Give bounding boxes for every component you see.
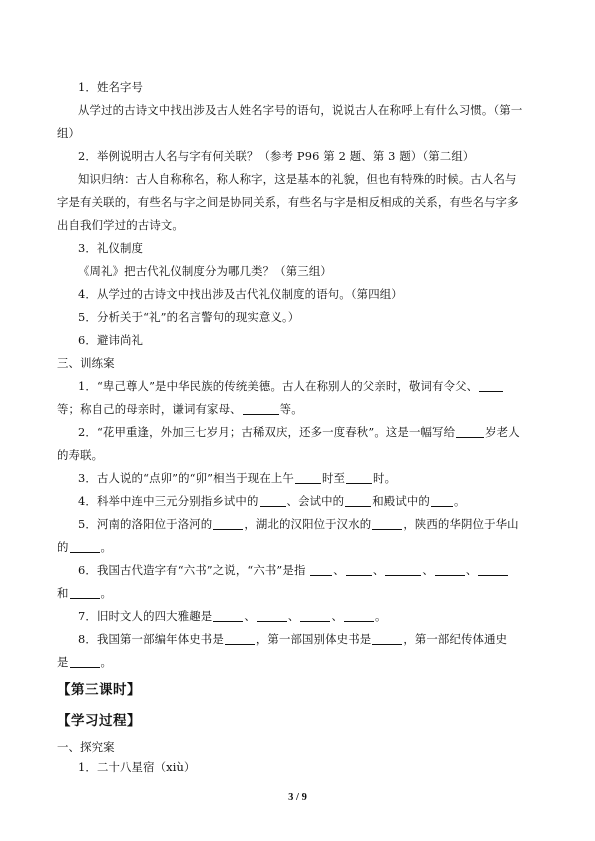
knowledge-summary: 知识归纳：古人自称称名，称人称字，这是基本的礼貌，但也有特殊的时候。古人名与 [78, 172, 517, 186]
text-line: 4．从学过的古诗文中找出涉及古代礼仪制度的语句。（第四组） [78, 287, 403, 301]
answer-blank [225, 633, 255, 645]
answer-blank [385, 564, 421, 576]
question-text: 4．科举中连中三元分别指乡试中的 [78, 494, 259, 508]
question-text: 。 [100, 655, 113, 669]
question-text: 。 [375, 609, 387, 623]
question-2-cont: 的寿联。 [57, 448, 104, 462]
item-lunar-mansions: 1．二十八星宿（xiù） [78, 760, 196, 774]
answer-blank [435, 564, 465, 576]
answer-blank [70, 541, 100, 553]
question-3 [78, 471, 396, 485]
question-text: 是 [57, 655, 69, 669]
question-5 [78, 517, 519, 531]
question-8-cont [57, 655, 112, 669]
question-text: 2．“花甲重逢，外加三七岁月；古稀双庆，还多一度春秋”。这是一幅写给 [78, 425, 456, 439]
question-text: 1．“卑己尊人”是中华民族的传统美德。古人在称别人的父亲时，敬词有令父、 [78, 379, 479, 393]
text-line: 2．举例说明古人名与字有何关联？（参考 P96 第 2 题、第 3 题）（第二组） [78, 149, 475, 163]
question-5-cont [57, 540, 112, 554]
separator: 、 [465, 563, 478, 577]
question-text: 3．古人说的“点卯”的“卯”相当于现在上午 [78, 471, 294, 485]
question-text: 5．河南的洛阳位于洛河的 [78, 517, 213, 531]
text-line: 字是有关联的，有些名与字之间是协同关系，有些名与字是相反相成的关系，有些名与字多 [57, 195, 519, 209]
answer-blank [478, 564, 508, 576]
question-text: 7．旧时文人的四大雅趣是 [78, 609, 213, 623]
question-text: 时至 [321, 471, 346, 485]
question-text: 、会试中的 [286, 494, 345, 508]
answer-blank [344, 610, 374, 622]
question-text: ，第一部纪传体通史 [403, 632, 508, 646]
answer-blank [300, 610, 330, 622]
answer-blank [372, 633, 402, 645]
heading-third-lesson: 【第三课时】 [57, 682, 141, 698]
question-text: 6．我国古代造字有“六书”之说，“六书”是指 [78, 563, 306, 577]
separator: 、 [333, 563, 345, 577]
question-text: 。 [100, 586, 113, 600]
answer-blank [372, 518, 402, 530]
question-text: 8．我国第一部编年体史书是 [78, 632, 224, 646]
text-line: 出自我们学过的古诗文。 [57, 218, 184, 232]
answer-blank [257, 610, 287, 622]
question-8 [78, 632, 507, 646]
question-text: 等。 [279, 402, 303, 416]
question-text: 岁老人 [485, 425, 520, 439]
question-text: 等；称自己的母亲时，谦词有家母、 [57, 402, 242, 416]
answer-blank [70, 656, 100, 668]
question-text: ，湖北的汉阳位于汉水的 [244, 517, 372, 531]
answer-blank [295, 472, 321, 484]
answer-blank [310, 564, 332, 576]
separator: 、 [287, 609, 300, 623]
question-text: ，第一部国别体史书是 [255, 632, 372, 646]
text-line: 5．分析关于“礼”的名言警句的现实意义。） [78, 310, 300, 324]
question-1 [78, 379, 504, 393]
separator: 、 [244, 609, 256, 623]
separator: 、 [331, 609, 343, 623]
question-6 [78, 563, 509, 577]
question-2 [78, 425, 520, 439]
question-text: 时。 [373, 471, 397, 485]
question-text: 。 [453, 494, 466, 508]
question-4 [78, 494, 466, 508]
answer-blank [346, 472, 372, 484]
item-name-title: 1．姓名字号 [78, 80, 144, 94]
question-text: 和殿试中的 [372, 494, 430, 508]
separator: 、 [372, 563, 385, 577]
answer-blank [479, 380, 503, 392]
text-line: 从学过的古诗文中找出涉及古人姓名字号的语句，说说古人在称呼上有什么习惯。（第一 [78, 103, 523, 117]
item-rites-title: 3．礼仪制度 [78, 241, 144, 255]
answer-blank [260, 495, 286, 507]
section-training: 三、训练案 [57, 356, 115, 370]
answer-blank [213, 610, 243, 622]
question-1-cont [57, 402, 303, 416]
text-line: 《周礼》把古代礼仪制度分为哪几类？（第三组） [78, 264, 332, 278]
answer-blank [346, 564, 372, 576]
question-text: 。 [100, 540, 113, 554]
section-explore: 一、探究案 [57, 740, 115, 754]
answer-blank [70, 587, 100, 599]
page-number: 3 / 9 [288, 792, 307, 803]
question-text: 和 [57, 586, 69, 600]
question-text: ，陕西的华阴位于华山 [403, 517, 519, 531]
text-line: 组） [57, 126, 81, 140]
heading-learning-process: 【学习过程】 [57, 713, 141, 729]
separator: 、 [422, 563, 434, 577]
question-7 [78, 609, 387, 623]
item-taboo-title: 6．避讳尚礼 [78, 333, 144, 347]
answer-blank [213, 518, 243, 530]
question-6-cont [57, 586, 112, 600]
question-text: 的 [57, 540, 69, 554]
answer-blank [243, 403, 279, 415]
answer-blank [345, 495, 371, 507]
answer-blank [456, 426, 484, 438]
answer-blank [431, 495, 453, 507]
